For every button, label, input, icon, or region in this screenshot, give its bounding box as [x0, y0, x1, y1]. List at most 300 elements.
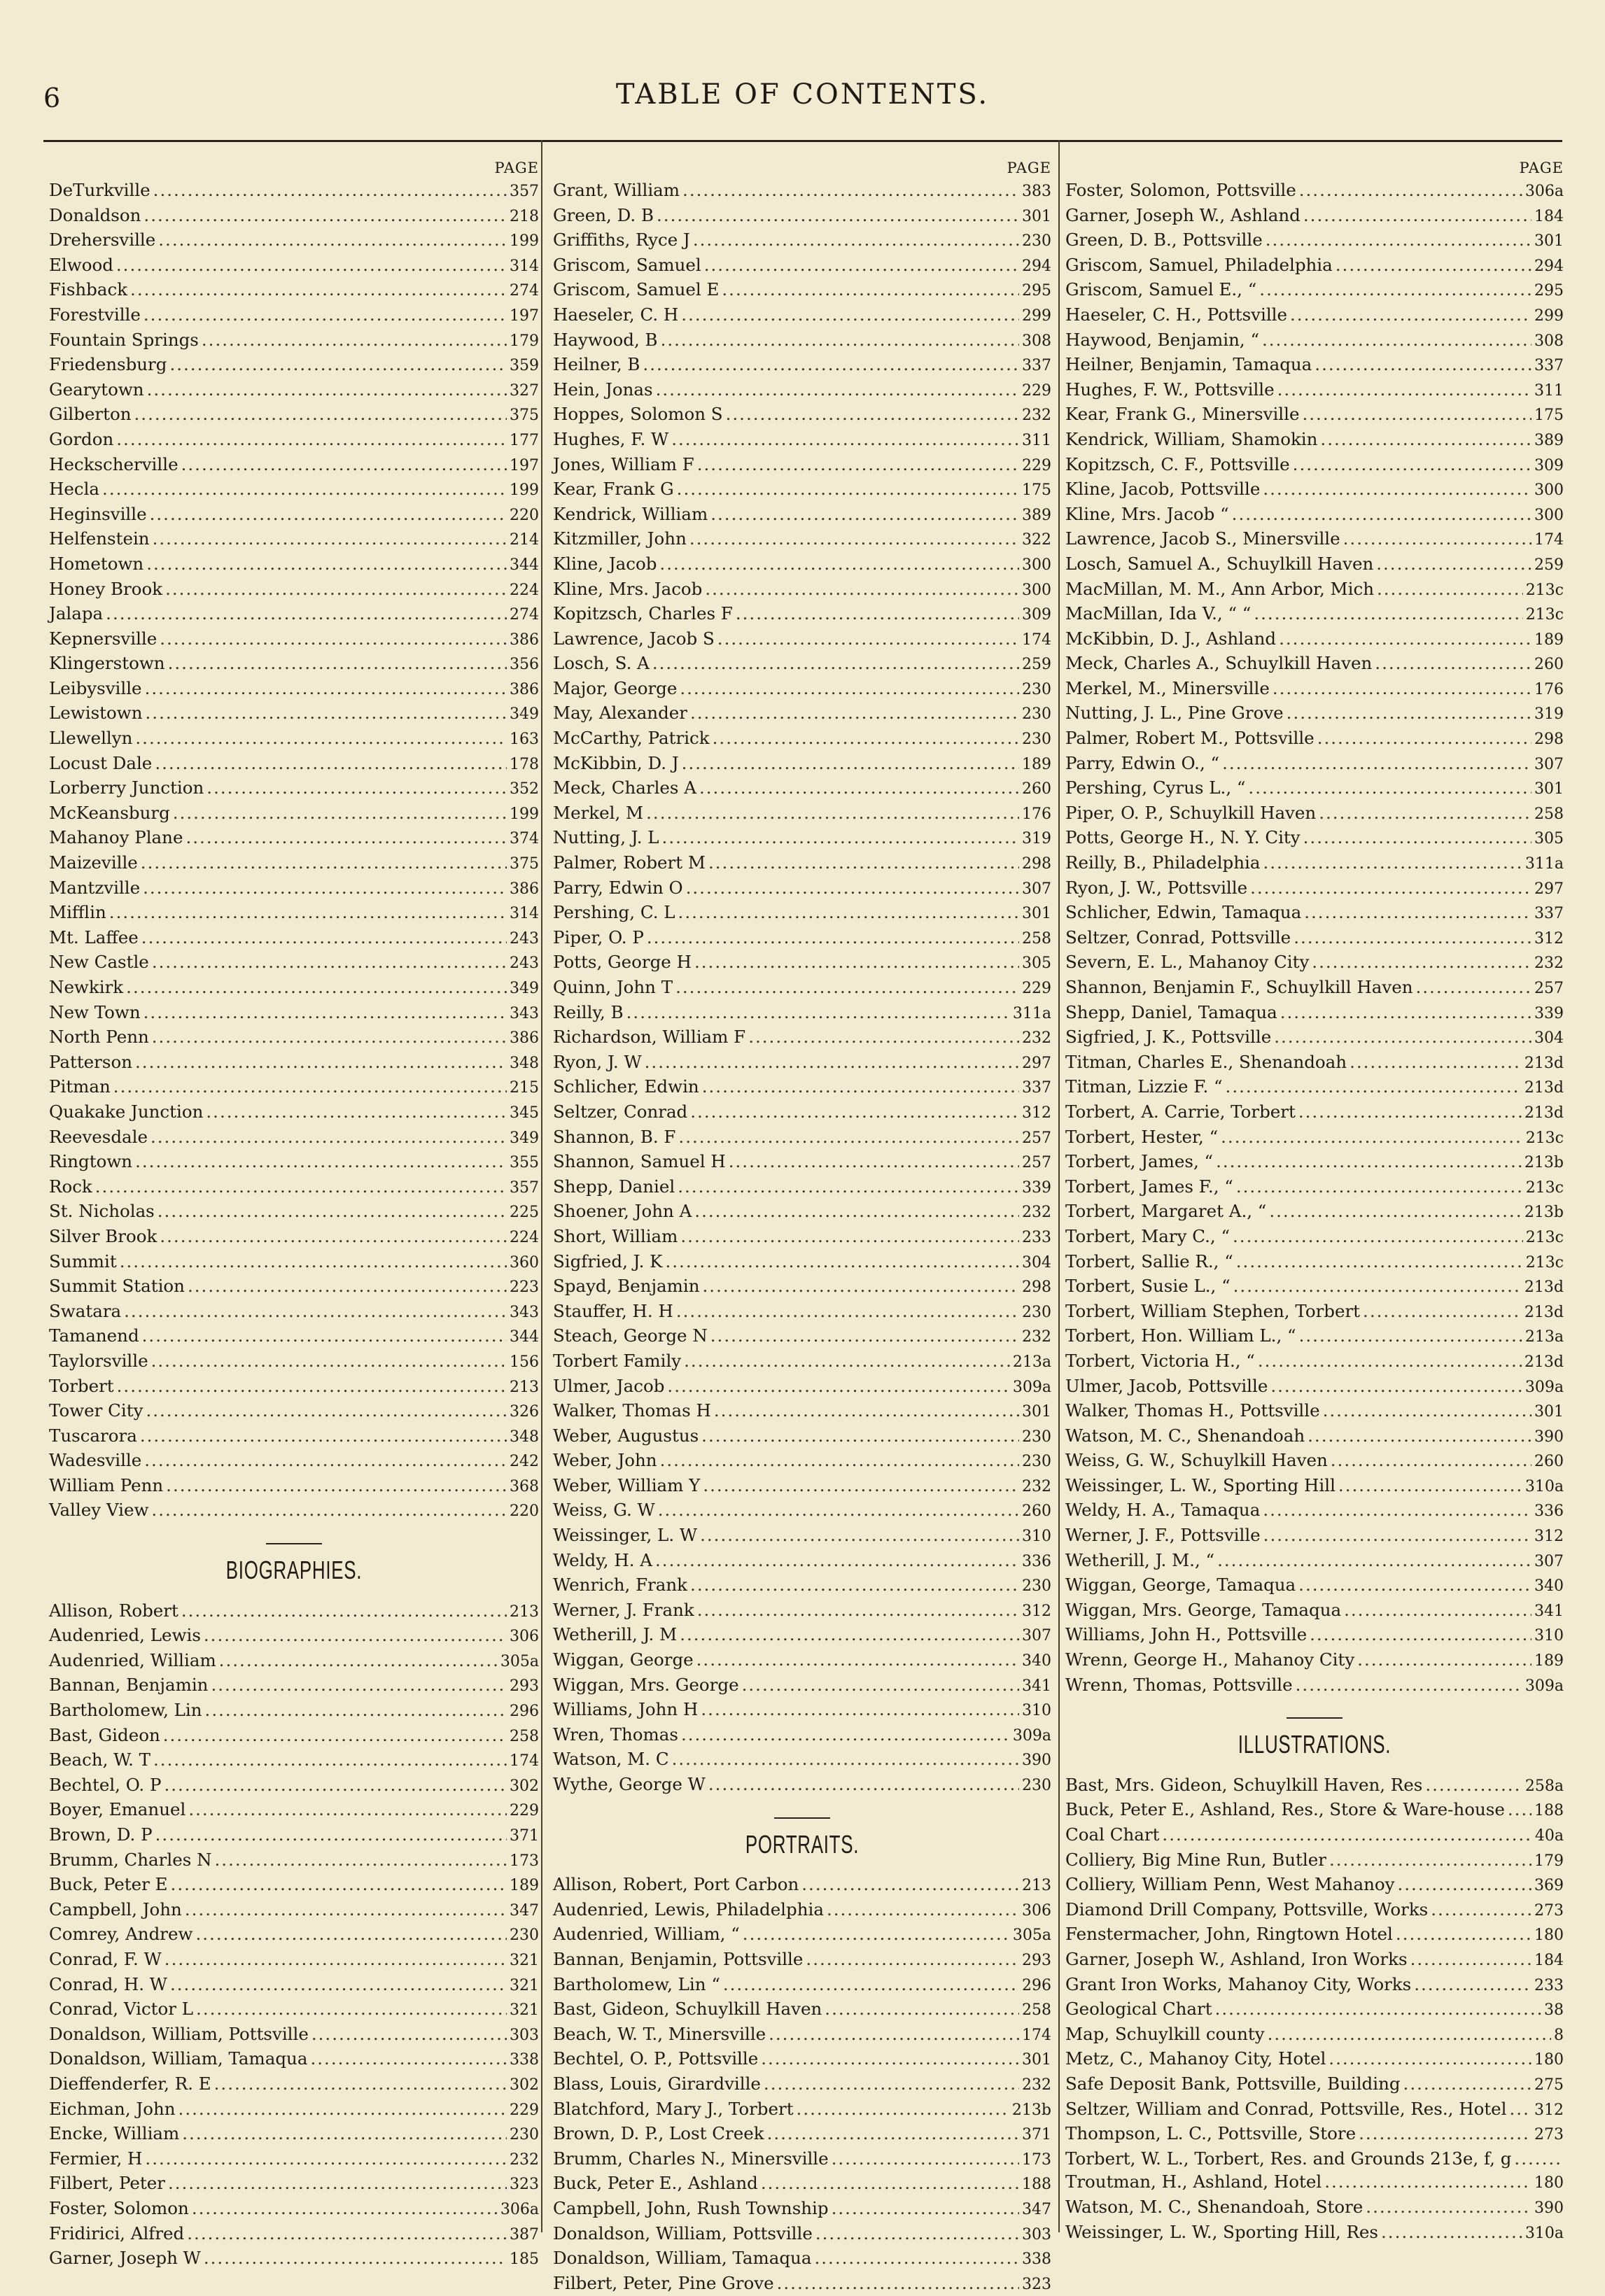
entry-page: 310 — [1022, 1528, 1051, 1546]
entry-name: Ulmer, Jacob — [553, 1375, 665, 1396]
entry-name: Palmer, Robert M — [553, 852, 706, 873]
entry-name: Spayd, Benjamin — [553, 1276, 700, 1297]
toc-entry — [553, 726, 1051, 752]
entry-name: Ryon, J. W — [553, 1051, 642, 1072]
entry-page: 258 — [1534, 805, 1564, 823]
page-title: TABLE OF CONTENTS. — [615, 78, 990, 111]
entry-page: 303 — [1022, 2225, 1051, 2244]
dot-leader — [1359, 2122, 1532, 2146]
toc-entry — [553, 1349, 1051, 1374]
toc-entry — [553, 926, 1051, 951]
entry-page: 306a — [1525, 183, 1564, 200]
entry-name: Maizeville — [49, 852, 138, 873]
toc-column-3 — [1065, 157, 1564, 2245]
entry-name: Conrad, Victor L — [49, 1999, 194, 2020]
entry-page: 297 — [1022, 1054, 1051, 1072]
entry-name: Griscom, Samuel E., “ — [1065, 279, 1257, 300]
dot-leader — [95, 1175, 507, 1199]
dot-leader — [147, 378, 507, 402]
toc-entry — [49, 1498, 539, 1523]
dot-leader — [1270, 1374, 1522, 1398]
dot-leader — [187, 2222, 507, 2246]
entry-name: Safe Deposit Bank, Pottsville, Building — [1065, 2073, 1401, 2094]
toc-entry — [1065, 1873, 1564, 1898]
dot-leader — [1236, 1250, 1523, 1274]
dot-leader — [1331, 1449, 1532, 1472]
entry-name: Taylorsville — [49, 1350, 148, 1371]
entry-name: Losch, S. A — [553, 653, 650, 674]
entry-name: Weissinger, L. W., Sporting Hill, Res — [1065, 2221, 1378, 2242]
entry-page: 178 — [510, 755, 539, 773]
entry-page: 390 — [1534, 2199, 1564, 2217]
entry-name: Quinn, John T — [553, 977, 673, 997]
dot-leader — [141, 851, 507, 875]
dot-leader — [310, 2047, 507, 2071]
toc-entry — [1065, 1523, 1564, 1549]
entry-name: Fountain Springs — [49, 329, 199, 350]
dot-leader — [1294, 926, 1532, 950]
dot-leader — [646, 801, 1019, 825]
dot-leader — [1377, 577, 1523, 601]
entry-page: 214 — [510, 531, 539, 549]
dot-leader — [801, 1873, 1019, 1896]
entry-name: Kopitzsch, Charles F — [553, 603, 733, 624]
dot-leader — [196, 1997, 507, 2021]
entry-name: Mantzville — [49, 877, 141, 898]
toc-entry — [553, 1324, 1051, 1349]
toc-entry — [49, 1673, 539, 1698]
entry-page: 40a — [1534, 1827, 1564, 1845]
dot-leader — [135, 726, 507, 750]
dot-leader — [1215, 1997, 1541, 2021]
entry-name: Blass, Louis, Girardville — [553, 2073, 761, 2094]
toc-entry — [1065, 2022, 1564, 2048]
dot-leader — [214, 2072, 507, 2096]
entry-page: 197 — [510, 456, 539, 474]
entry-name: Torbert, Mary C., “ — [1065, 1225, 1231, 1246]
entry-name: Elwood — [49, 254, 113, 275]
toc-entry — [1065, 2097, 1564, 2122]
toc-entry — [553, 1300, 1051, 1325]
entry-name: Watson, M. C., Shenandoah, Store — [1065, 2196, 1364, 2217]
toc-entry — [553, 677, 1051, 702]
dot-leader — [660, 1449, 1019, 1472]
entry-name: Haywood, Benjamin, “ — [1065, 329, 1259, 350]
toc-entry — [553, 1274, 1051, 1300]
header-rule — [43, 140, 1562, 142]
entry-page: 38 — [1544, 2001, 1564, 2020]
dot-leader — [153, 527, 507, 551]
entry-page: 174 — [1022, 2026, 1051, 2044]
entry-name: McKibbin, D. J., Ashland — [1065, 628, 1277, 649]
entry-page: 213d — [1524, 1079, 1564, 1097]
dot-leader — [1221, 1125, 1523, 1149]
entry-page: 213c — [1525, 606, 1564, 624]
toc-entry — [49, 652, 539, 677]
dot-leader — [1299, 178, 1522, 202]
toc-entry — [49, 950, 539, 976]
entry-name: Heilner, Benjamin, Tamaqua — [1065, 354, 1312, 375]
entry-page: 305a — [1012, 1927, 1051, 1945]
entry-page: 341 — [1022, 1677, 1051, 1695]
entry-name: Encke, William — [49, 2123, 180, 2144]
toc-entry — [49, 1973, 539, 1998]
dot-leader — [1320, 428, 1532, 451]
toc-entry — [1065, 652, 1564, 677]
toc-entry — [553, 1424, 1051, 1449]
entry-page: 230 — [1022, 1453, 1051, 1471]
entry-page: 213d — [1524, 1104, 1564, 1122]
entry-name: Kear, Frank G., Minersville — [1065, 404, 1300, 425]
dot-leader — [1338, 1474, 1522, 1498]
entry-name: Wiggan, Mrs. George, Tamaqua — [1065, 1599, 1342, 1620]
entry-page: 257 — [1022, 1129, 1051, 1147]
dot-leader — [1217, 1549, 1532, 1572]
toc-entry — [49, 2197, 539, 2222]
toc-entry — [553, 1175, 1051, 1200]
dot-leader — [769, 2022, 1019, 2046]
dot-leader — [699, 776, 1019, 800]
entry-name: Schlicher, Edwin — [553, 1076, 699, 1097]
entry-name: McKibbin, D. J — [553, 752, 679, 773]
entry-page: 213c — [1525, 1253, 1564, 1272]
entry-page: 230 — [510, 2126, 539, 2144]
dot-leader — [1296, 1673, 1522, 1697]
toc-entry — [553, 178, 1051, 204]
entry-page: 257 — [1022, 1154, 1051, 1172]
entry-name: Silver Brook — [49, 1225, 157, 1246]
entry-name: Geological Chart — [1065, 1999, 1212, 2020]
entry-page: 323 — [510, 2176, 539, 2194]
dot-leader — [662, 826, 1019, 850]
dot-leader — [659, 552, 1019, 576]
toc-entry — [1065, 204, 1564, 229]
toc-entry — [553, 1001, 1051, 1026]
toc-entry — [49, 2097, 539, 2122]
section-divider — [1287, 1717, 1343, 1719]
toc-entry — [49, 1349, 539, 1374]
column-divider — [541, 140, 542, 2232]
entry-page: 188 — [1534, 1802, 1564, 1820]
dot-leader — [166, 1474, 507, 1498]
toc-entry — [553, 1623, 1051, 1648]
entry-page: 389 — [1022, 506, 1051, 524]
entry-name: McCarthy, Patrick — [553, 728, 710, 749]
dot-leader — [1376, 552, 1532, 576]
dot-leader — [1329, 2047, 1532, 2071]
entry-page: 300 — [1534, 506, 1564, 524]
page-number: 6 — [43, 83, 61, 113]
toc-entry — [1065, 1474, 1564, 1499]
entry-name: Parry, Edwin O., “ — [1065, 752, 1220, 773]
entry-page: 213c — [1525, 581, 1564, 599]
toc-entry — [553, 378, 1051, 403]
toc-entry — [1065, 701, 1564, 726]
toc-entry — [49, 1225, 539, 1250]
dot-leader — [1508, 1798, 1532, 1822]
entry-page: 336 — [1022, 1552, 1051, 1570]
dot-leader — [675, 976, 1019, 999]
entry-page: 259 — [1022, 656, 1051, 674]
toc-entry — [49, 2122, 539, 2147]
toc-entry — [1065, 1848, 1564, 1873]
toc-entry — [49, 1823, 539, 1848]
entry-name: Wythe, George W — [553, 1774, 706, 1794]
dot-leader — [761, 2171, 1019, 2195]
entry-page: 189 — [1022, 755, 1051, 773]
entry-name: Bechtel, O. P — [49, 1774, 162, 1795]
entry-name: Weissinger, L. W., Sporting Hill — [1065, 1474, 1336, 1495]
toc-entry — [553, 502, 1051, 528]
toc-entry — [49, 776, 539, 801]
dot-leader — [690, 1573, 1019, 1597]
dot-leader — [1232, 502, 1532, 526]
dot-leader — [144, 1449, 507, 1472]
entry-name: May, Alexander — [553, 703, 687, 724]
entry-page: 220 — [510, 506, 539, 524]
entry-page: 386 — [510, 880, 539, 898]
dot-leader — [680, 1225, 1019, 1248]
toc-entry — [553, 1898, 1051, 1923]
entry-name: Map, Schuylkill county — [1065, 2023, 1265, 2044]
toc-entry — [49, 1175, 539, 1200]
dot-leader — [690, 701, 1019, 725]
dot-leader — [1315, 353, 1532, 376]
dot-leader — [1263, 851, 1522, 875]
toc-entry — [49, 1922, 539, 1948]
dot-leader — [192, 2197, 498, 2220]
dot-leader — [1415, 976, 1532, 999]
dot-leader — [206, 1100, 507, 1124]
entry-name: Wadesville — [49, 1450, 142, 1471]
entry-page: 260 — [1022, 780, 1051, 798]
entry-page: 307 — [1534, 1552, 1564, 1570]
dot-leader — [311, 2022, 507, 2046]
entry-name: Tuscarora — [49, 1425, 137, 1446]
dot-leader — [682, 178, 1019, 202]
entry-page: 298 — [1534, 731, 1564, 749]
entry-name: Shepp, Daniel, Tamaqua — [1065, 1001, 1277, 1022]
entry-page: 213d — [1524, 1353, 1564, 1371]
entry-page: 230 — [1022, 1303, 1051, 1321]
entry-page: 174 — [1534, 531, 1564, 549]
entry-page: 357 — [510, 1178, 539, 1197]
toc-entry — [553, 1399, 1051, 1424]
toc-entry — [553, 950, 1051, 976]
entry-page: 368 — [510, 1477, 539, 1495]
entry-name: Griffiths, Ryce J — [553, 230, 690, 251]
entry-name: North Penn — [49, 1027, 149, 1048]
dot-leader — [117, 1374, 507, 1398]
toc-entry — [553, 1449, 1051, 1474]
entry-page: 301 — [1534, 1403, 1564, 1421]
entry-name: Green, D. B — [553, 204, 654, 225]
dot-leader — [1222, 752, 1532, 775]
entry-name: Hughes, F. W., Pottsville — [1065, 379, 1275, 400]
entry-name: Reevesdale — [49, 1126, 148, 1147]
entry-name: Werner, J. Frank — [553, 1599, 694, 1620]
toc-entry — [553, 826, 1051, 851]
entry-name: Griscom, Samuel E — [553, 279, 720, 300]
entry-name: Tower City — [49, 1400, 143, 1421]
toc-entry — [49, 1075, 539, 1100]
dot-leader — [832, 2197, 1019, 2220]
entry-page: 337 — [1022, 357, 1051, 375]
entry-name: Helfenstein — [49, 528, 150, 549]
entry-page: 301 — [1534, 232, 1564, 251]
dot-leader — [665, 1250, 1019, 1274]
entry-page: 348 — [510, 1428, 539, 1446]
dot-leader — [135, 1150, 507, 1174]
dot-leader — [726, 402, 1019, 426]
toc-entry — [553, 752, 1051, 777]
toc-entry — [1065, 1424, 1564, 1449]
toc-entry — [553, 876, 1051, 901]
dot-leader — [703, 1274, 1019, 1298]
dot-leader — [777, 2272, 1019, 2295]
entry-page: 302 — [510, 2076, 539, 2094]
entry-page: 311 — [1022, 431, 1051, 449]
entry-name: Wenrich, Frank — [553, 1575, 688, 1596]
entry-page: 197 — [510, 307, 539, 325]
entry-page: 349 — [510, 1129, 539, 1147]
entry-name: Bannan, Benjamin, Pottsville — [553, 1948, 804, 1969]
toc-entry — [553, 801, 1051, 826]
toc-entry — [553, 2097, 1051, 2122]
entry-page: 297 — [1534, 880, 1564, 898]
entry-page: 260 — [1022, 1502, 1051, 1521]
dot-leader — [120, 1250, 507, 1274]
entry-name: Shannon, B. F — [553, 1126, 676, 1147]
toc-entry — [49, 2171, 539, 2197]
entry-name: Merkel, M., Minersville — [1065, 677, 1270, 698]
toc-entry — [49, 851, 539, 876]
dot-leader — [157, 1199, 507, 1223]
entry-page: 347 — [510, 1901, 539, 1920]
toc-entry — [553, 1125, 1051, 1150]
entry-name: Bast, Gideon — [49, 1724, 160, 1745]
entry-name: Fishback — [49, 279, 128, 300]
toc-section — [553, 1817, 1051, 2296]
dot-leader — [135, 1050, 507, 1074]
entry-page: 173 — [1022, 2150, 1051, 2169]
entry-name: Quakake Junction — [49, 1101, 204, 1122]
entry-name: Buck, Peter E., Ashland, Res., Store & Ware-house — [1065, 1799, 1505, 1820]
dot-leader — [643, 353, 1019, 376]
dot-leader — [1290, 303, 1532, 327]
dot-leader — [202, 328, 507, 352]
entry-name: Kendrick, William — [553, 503, 708, 524]
entry-name: Watson, M. C — [553, 1749, 669, 1770]
toc-entry — [1065, 1898, 1564, 1923]
entry-name: William Penn — [49, 1474, 164, 1495]
entry-page: 173 — [510, 1852, 539, 1870]
dot-leader — [205, 1698, 507, 1722]
toc-entry — [49, 1748, 539, 1773]
dot-leader — [116, 428, 507, 451]
toc-entry — [49, 1250, 539, 1275]
entry-name: Shannon, Benjamin F., Schuylkill Haven — [1065, 977, 1413, 997]
entry-page: 232 — [1022, 2076, 1051, 2094]
entry-page: 309 — [1534, 456, 1564, 474]
dot-leader — [700, 1523, 1019, 1547]
entry-name: Garner, Joseph W., Ashland — [1065, 204, 1301, 225]
entry-page: 300 — [1022, 556, 1051, 574]
dot-leader — [185, 826, 507, 850]
entry-name: Weldy, H. A., Tamaqua — [1065, 1500, 1261, 1521]
dot-leader — [656, 378, 1019, 402]
toc-entry — [49, 1424, 539, 1449]
entry-page: 341 — [1534, 1602, 1564, 1620]
entry-name: Piper, O. P — [553, 927, 644, 948]
entry-page: 174 — [510, 1752, 539, 1770]
entry-name: Coal Chart — [1065, 1824, 1160, 1845]
entry-name: Titman, Charles E., Shenandoah — [1065, 1051, 1347, 1072]
entry-name: Bast, Mrs. Gideon, Schuylkill Haven, Res — [1065, 1774, 1423, 1795]
dot-leader — [657, 204, 1019, 227]
entry-page: 258 — [1022, 929, 1051, 948]
dot-leader — [710, 1324, 1019, 1348]
dot-leader — [1304, 901, 1532, 924]
entry-page: 387 — [510, 2225, 539, 2244]
dot-leader — [143, 876, 507, 900]
dot-leader — [211, 1673, 507, 1697]
entry-name: Summit — [49, 1251, 117, 1272]
toc-entry — [1065, 428, 1564, 453]
entry-page: 299 — [1022, 307, 1051, 325]
dot-leader — [1250, 876, 1532, 900]
toc-entry — [1065, 627, 1564, 652]
toc-entry — [553, 1698, 1051, 1723]
entry-name: Torbert, Susie L., “ — [1065, 1276, 1231, 1297]
toc-entry — [1065, 253, 1564, 279]
toc-entry — [553, 1075, 1051, 1100]
entry-page: 305 — [1534, 830, 1564, 848]
toc-entry — [1065, 1175, 1564, 1200]
dot-leader — [151, 1349, 507, 1373]
dot-leader — [146, 1399, 507, 1423]
toc-entry — [49, 1599, 539, 1624]
dot-leader — [188, 1274, 507, 1298]
entry-page: 179 — [510, 332, 539, 350]
entry-name: Garner, Joseph W., Ashland, Iron Works — [1065, 1948, 1408, 1969]
toc-entry — [49, 453, 539, 478]
entry-page: 311a — [1012, 1004, 1051, 1022]
entry-name: Donaldson, William, Tamaqua — [553, 2248, 812, 2269]
dot-leader — [143, 303, 507, 327]
toc-entry — [1065, 1199, 1564, 1225]
toc-entry — [553, 1549, 1051, 1574]
entry-page: 232 — [1534, 955, 1564, 973]
dot-leader — [806, 1948, 1019, 1971]
entry-name: Allison, Robert — [49, 1600, 178, 1621]
entry-page: 180 — [1534, 2051, 1564, 2069]
entry-page: 188 — [1022, 2176, 1051, 2194]
toc-entry — [49, 1798, 539, 1823]
toc-entry — [1065, 1573, 1564, 1598]
toc-entry — [49, 1724, 539, 1749]
entry-name: Kitzmiller, John — [553, 528, 687, 549]
entry-page: 352 — [510, 780, 539, 798]
entry-name: Lorberry Junction — [49, 777, 204, 798]
toc-entry — [1065, 178, 1564, 204]
dot-leader — [705, 577, 1019, 601]
toc-entry — [553, 1723, 1051, 1748]
entry-page: 295 — [1534, 282, 1564, 300]
dot-leader — [1248, 776, 1532, 800]
entry-page: 243 — [510, 955, 539, 973]
dot-leader — [661, 328, 1019, 352]
